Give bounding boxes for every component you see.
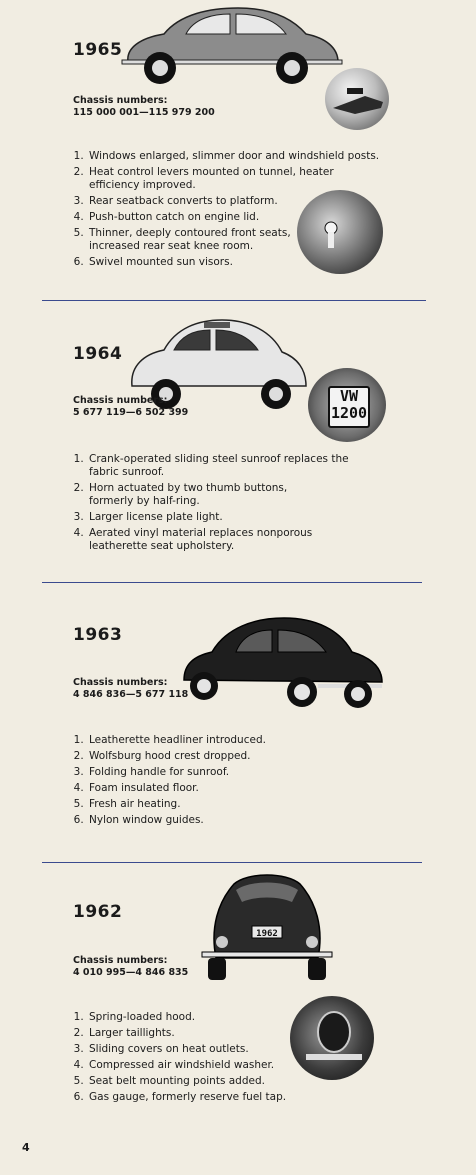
section-divider — [42, 582, 422, 583]
change-item: 4. Compressed air windshield washer. — [87, 1059, 387, 1072]
chassis-range-1965: 115 000 001—115 979 200 — [73, 107, 215, 118]
change-item: 1. Leatherette headliner introduced. — [87, 734, 387, 747]
change-list-1964 — [73, 453, 387, 556]
change-item: 2. Heat control levers mounted on tunnel, heater efficiency improved. — [87, 166, 349, 192]
change-item: 5. Thinner, deeply contoured front seats, increased rear seat knee room. — [87, 227, 304, 253]
change-item: 6. Swivel mounted sun visors. — [87, 256, 417, 269]
section-divider — [42, 862, 422, 863]
section-divider — [42, 300, 426, 301]
change-item: 3. Rear seatback converts to platform. — [87, 195, 417, 208]
change-item: 5. Seat belt mounting points added. — [87, 1075, 387, 1088]
change-item: 1. Windows enlarged, slimmer door and windshield posts. — [87, 150, 417, 163]
year-heading-1965: 1965 — [73, 40, 123, 60]
change-list-1963 — [73, 734, 387, 830]
change-item: 4. Foam insulated floor. — [87, 782, 387, 795]
chassis-label-1963: Chassis numbers: — [73, 677, 168, 688]
detail-photo-engine-lid-catch — [297, 190, 383, 274]
plate-line-2: 1200 — [330, 404, 368, 422]
change-item: 2. Horn actuated by two thumb buttons, formerly by half-ring. — [87, 482, 319, 508]
chassis-label-1965: Chassis numbers: — [73, 95, 168, 106]
chassis-range-1962: 4 010 995—4 846 835 — [73, 967, 189, 978]
plate-text-1962: 1962 — [256, 929, 278, 939]
change-item: 3. Sliding covers on heat outlets. — [87, 1043, 387, 1056]
year-heading-1963: 1963 — [73, 625, 123, 645]
change-item: 3. Folding handle for sunroof. — [87, 766, 387, 779]
change-item: 2. Wolfsburg hood crest dropped. — [87, 750, 387, 763]
chassis-label-1964: Chassis numbers: — [73, 395, 168, 406]
year-heading-1962: 1962 — [73, 902, 123, 922]
change-item: 1. Spring-loaded hood. — [87, 1011, 387, 1024]
year-heading-1964: 1964 — [73, 344, 123, 364]
chassis-range-1964: 5 677 119—6 502 399 — [73, 407, 189, 418]
detail-photo-heat-levers — [325, 68, 389, 130]
change-item: 3. Larger license plate light. — [87, 511, 387, 524]
plate-line-1: VW — [339, 387, 359, 405]
page-number: 4 — [22, 1141, 30, 1154]
chassis-range-1963: 4 846 836—5 677 118 — [73, 689, 189, 700]
car-1965-image — [120, 4, 344, 86]
change-item: 6. Nylon window guides. — [87, 814, 387, 827]
plate-badge — [328, 386, 370, 428]
detail-photo-license-plate-light — [308, 368, 386, 442]
change-item: 4. Aerated vinyl material replaces nonporous leatherette seat upholstery. — [87, 527, 339, 553]
car-1963-image — [180, 612, 386, 714]
car-1962-image — [200, 868, 334, 982]
change-item: 6. Gas gauge, formerly reserve fuel tap. — [87, 1091, 387, 1104]
detail-photo-taillight — [290, 996, 374, 1080]
change-item: 5. Fresh air heating. — [87, 798, 387, 811]
chassis-label-1962: Chassis numbers: — [73, 955, 168, 966]
change-item: 2. Larger taillights. — [87, 1027, 387, 1040]
change-item: 4. Push-button catch on engine lid. — [87, 211, 417, 224]
change-item: 1. Crank-operated sliding steel sunroof replaces the fabric sunroof. — [87, 453, 374, 479]
